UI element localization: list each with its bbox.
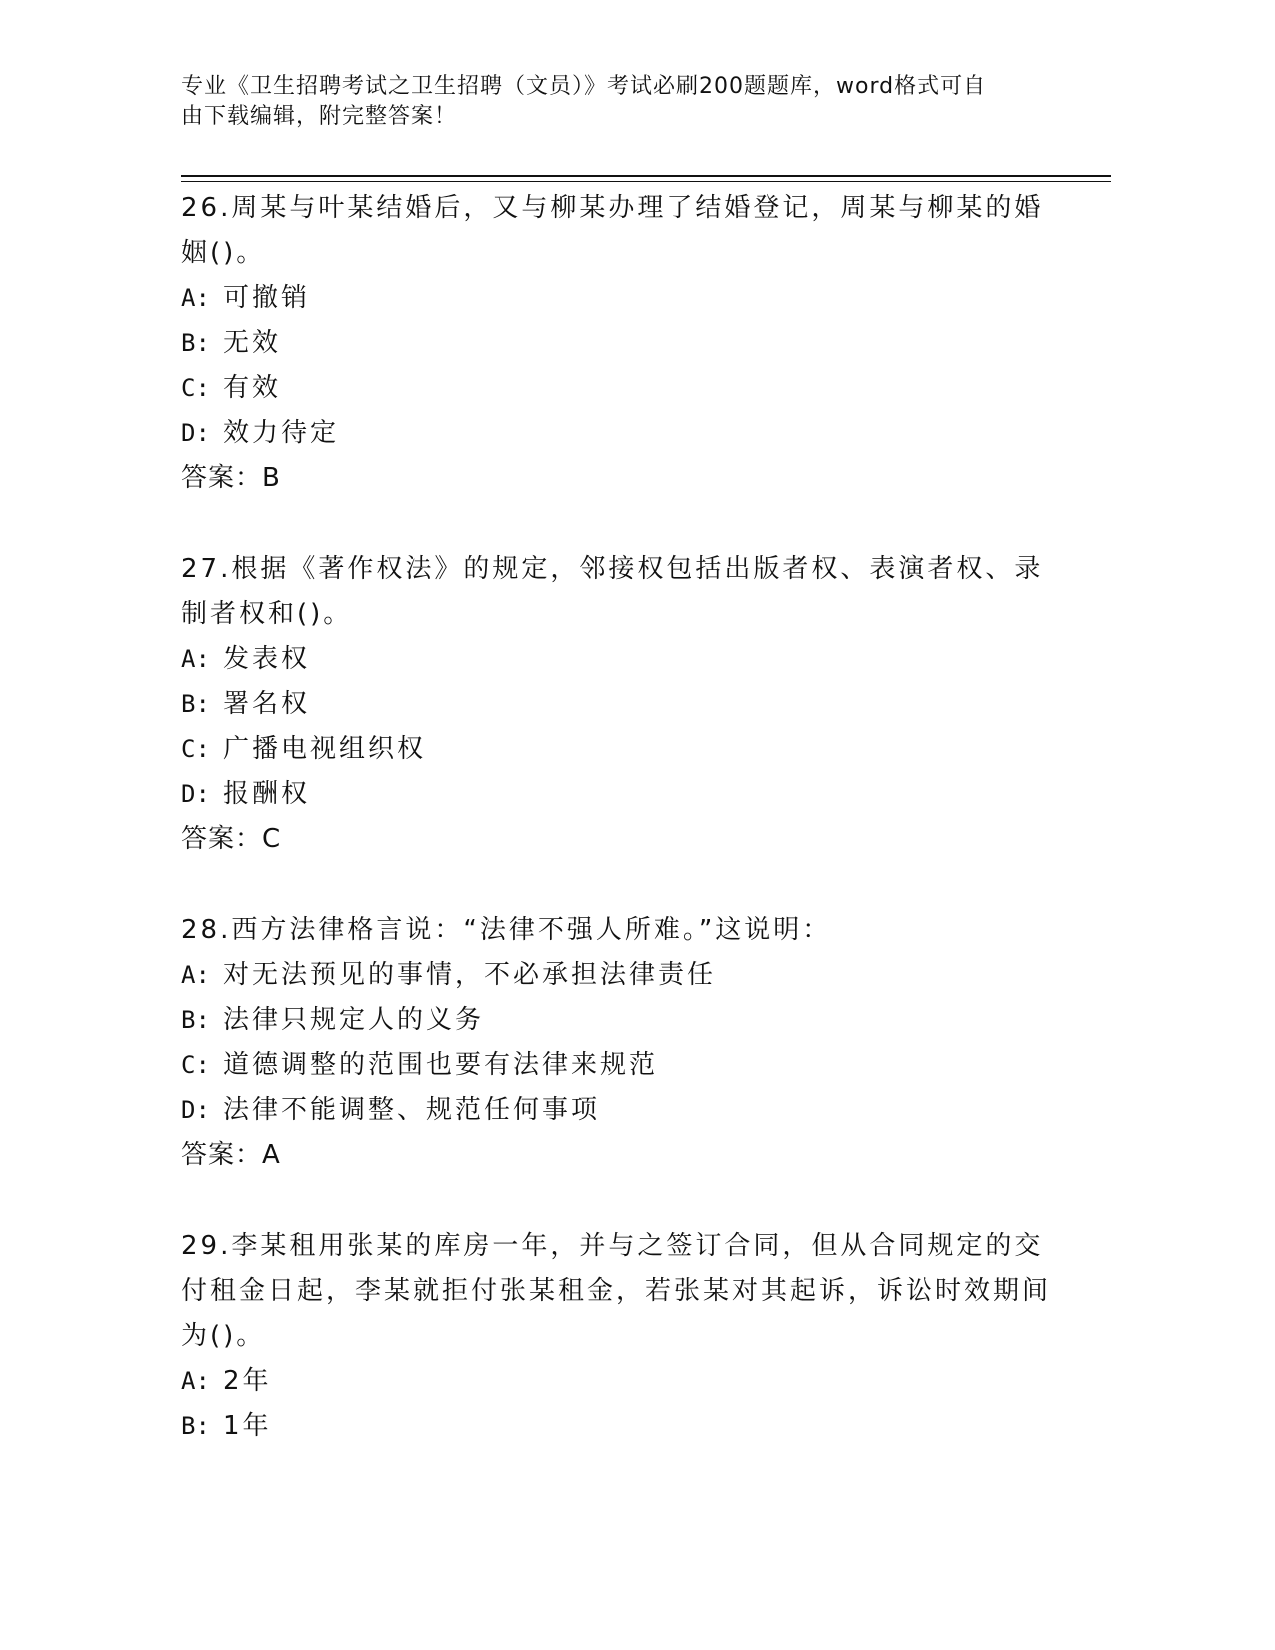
option-b xyxy=(181,998,1061,1043)
option-letter: A: xyxy=(181,645,210,673)
header-line-1: 专业《卫生招聘考试之卫生招聘（文员）》考试必刷200题题库，word格式可自 xyxy=(181,74,987,99)
answer-line xyxy=(181,817,1061,862)
option-a xyxy=(181,953,1061,998)
option-c xyxy=(181,1043,1061,1088)
header-line-2: 由下载编辑，附完整答案！ xyxy=(181,104,458,129)
option-letter: A: xyxy=(181,284,210,312)
option-letter: C: xyxy=(181,735,210,763)
option-b xyxy=(181,321,1061,366)
option-letter: C: xyxy=(181,374,210,402)
option-letter: B: xyxy=(181,690,210,718)
question-item xyxy=(181,547,1061,862)
answer-label: 答案： xyxy=(181,824,263,854)
header-divider-thick xyxy=(181,175,1111,177)
option-a xyxy=(181,637,1061,682)
answer-value: C xyxy=(262,824,282,854)
question-item xyxy=(181,1224,1061,1449)
option-letter: B: xyxy=(181,1412,210,1440)
option-text: 道德调整的范围也要有法律来规范 xyxy=(223,1050,659,1080)
question-text: 27.根据《著作权法》的规定，邻接权包括出版者权、表演者权、录制者权和()。 xyxy=(181,554,1044,629)
option-letter: A: xyxy=(181,1367,210,1395)
option-letter: D: xyxy=(181,419,210,447)
option-text: 无效 xyxy=(223,328,282,358)
option-text: 法律不能调整、规范任何事项 xyxy=(223,1095,601,1125)
option-d xyxy=(181,1088,1061,1133)
answer-value: A xyxy=(262,1140,281,1170)
option-a xyxy=(181,1359,1061,1404)
option-text: 对无法预见的事情，不必承担法律责任 xyxy=(223,960,717,990)
option-b xyxy=(181,682,1061,727)
option-text: 有效 xyxy=(223,373,282,403)
option-letter: B: xyxy=(181,1006,210,1034)
option-text: 发表权 xyxy=(223,644,311,674)
option-text: 法律只规定人的义务 xyxy=(223,1005,485,1035)
option-letter: D: xyxy=(181,1096,210,1124)
option-text: 效力待定 xyxy=(223,418,340,448)
option-letter: D: xyxy=(181,780,210,808)
option-d xyxy=(181,411,1061,456)
option-letter: B: xyxy=(181,329,210,357)
option-letter: C: xyxy=(181,1051,210,1079)
option-text: 报酬权 xyxy=(223,779,311,809)
answer-line xyxy=(181,456,1061,501)
option-c xyxy=(181,366,1061,411)
question-item xyxy=(181,186,1061,501)
document-header xyxy=(181,72,1061,132)
question-text: 26.周某与叶某结婚后，又与柳某办理了结婚登记，周某与柳某的婚姻()。 xyxy=(181,193,1044,268)
option-text: 广播电视组织权 xyxy=(223,734,427,764)
option-text: 可撤销 xyxy=(223,283,311,313)
question-text: 29.李某租用张某的库房一年，并与之签订合同，但从合同规定的交付租金日起，李某就拒付张某租金，若张某对其起诉，诉讼时效期间为()。 xyxy=(181,1231,1052,1351)
answer-line xyxy=(181,1133,1061,1178)
option-c xyxy=(181,727,1061,772)
answer-label: 答案： xyxy=(181,1140,263,1170)
option-a xyxy=(181,276,1061,321)
answer-value: B xyxy=(262,463,281,493)
option-text: 署名权 xyxy=(223,689,311,719)
answer-label: 答案： xyxy=(181,463,263,493)
option-letter: A: xyxy=(181,961,210,989)
option-b xyxy=(181,1404,1061,1449)
header-divider-thin xyxy=(181,181,1111,182)
question-item xyxy=(181,908,1061,1178)
option-text: 2年 xyxy=(223,1366,272,1396)
question-text: 28.西方法律格言说：“法律不强人所难。”这说明： xyxy=(181,915,832,945)
question-list xyxy=(181,186,1061,1495)
option-text: 1年 xyxy=(223,1411,272,1441)
option-d xyxy=(181,772,1061,817)
